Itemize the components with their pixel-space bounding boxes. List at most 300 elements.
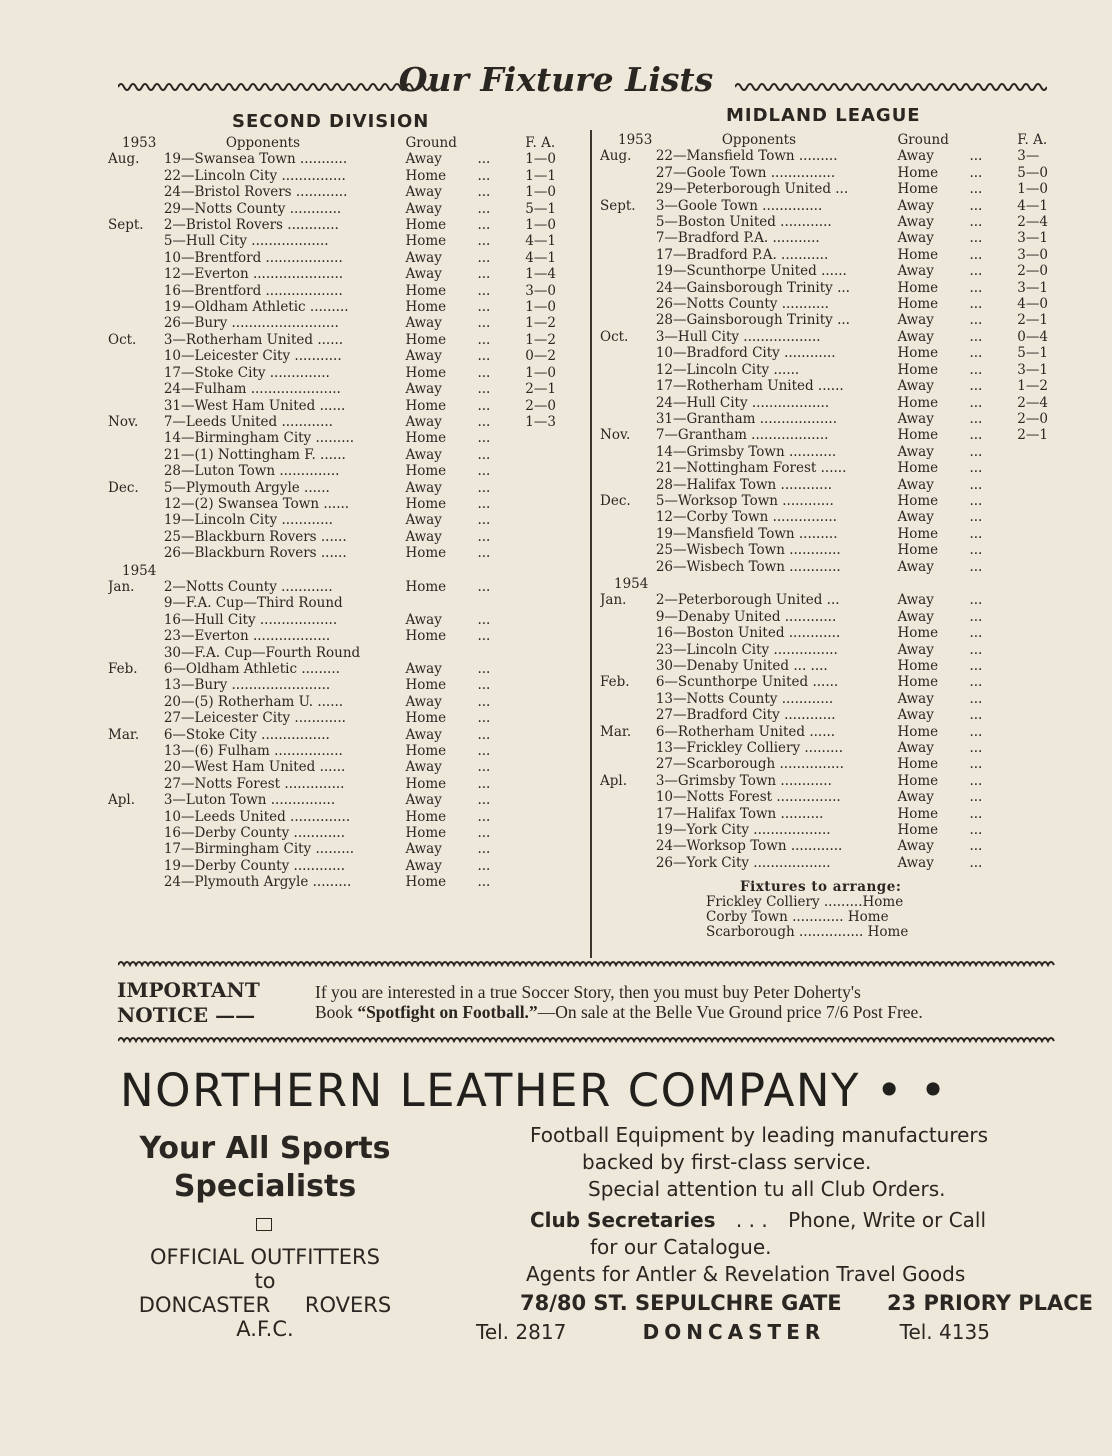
ground-cell: Home — [405, 710, 447, 727]
year-label: 1954 — [614, 575, 649, 592]
score-cell: 2—0 — [1017, 410, 1048, 427]
ground-cell: Away — [405, 611, 442, 628]
opponents-header: Opponents — [721, 132, 797, 148]
opponent-cell: 23—Lincoln City ............... — [655, 641, 838, 658]
month-cell: Jan. — [600, 592, 627, 609]
opponent-cell: 13—Frickley Colliery ......... — [655, 740, 844, 757]
ground-cell: Away — [897, 378, 934, 395]
month-cell — [108, 299, 164, 315]
dots-cell: ... — [477, 841, 491, 858]
opponent-cell: 19—Mansfield Town ......... — [655, 525, 838, 542]
ground-cell: Home — [405, 331, 447, 348]
ground-cell: Away — [405, 726, 442, 743]
dots-cell: ... — [477, 282, 491, 299]
fixture-row — [600, 559, 1065, 575]
notice-squiggle-top — [118, 958, 1058, 972]
opponent-cell: 6—Scunthorpe United ...... — [655, 674, 839, 691]
score-cell — [519, 874, 573, 890]
month-cell — [108, 858, 164, 874]
opponent-cell: 26—York City .................. — [655, 854, 831, 871]
opponent-cell: 17—Rotherham United ...... — [655, 378, 844, 395]
ground-cell: Home — [897, 296, 939, 313]
notice-text — [315, 982, 1075, 1022]
page-title: Our Fixture Lists — [398, 60, 714, 99]
opponent-cell: 10—Leicester City ........... — [163, 348, 342, 365]
score-cell: 5—1 — [1017, 345, 1048, 362]
score-cell — [1011, 822, 1065, 838]
score-cell — [519, 447, 573, 463]
ground-cell: Home — [897, 658, 939, 674]
score-cell — [1011, 642, 1065, 658]
month-cell — [600, 165, 656, 181]
ground-cell: Home — [405, 808, 447, 825]
month-cell: Feb. — [108, 661, 138, 677]
address-line: 78/80 ST. SEPULCHRE GATE 23 PRIORY PLACE — [520, 1291, 1094, 1315]
ground-header: Ground — [405, 135, 457, 151]
dots-cell: ... — [477, 348, 491, 365]
month-cell: Aug. — [108, 151, 140, 168]
opponent-cell: 19—Derby County ............ — [163, 857, 346, 874]
ground-cell: Away — [897, 509, 934, 526]
agents-line: Agents for Antler & Revelation Travel Goods — [526, 1262, 966, 1286]
fixture-row — [600, 280, 1065, 296]
fixture-row — [108, 480, 573, 496]
secretaries-line: Club Secretaries . . . Phone, Write or Call — [530, 1208, 987, 1232]
month-cell — [108, 430, 164, 446]
score-cell — [1011, 806, 1065, 822]
ground-cell: Home — [405, 233, 447, 250]
dots-cell: ... — [969, 772, 983, 789]
opponent-cell: 13—Notts County ............ — [655, 690, 834, 707]
opponent-cell: 24—Plymouth Argyle ......... — [163, 874, 352, 891]
opponent-cell: 6—Rotherham United ...... — [655, 723, 836, 740]
opponent-cell: 13—Bury ....................... — [163, 677, 331, 694]
ground-cell: Away — [405, 693, 442, 710]
dots-cell: ... — [477, 315, 491, 332]
ground-cell: Home — [405, 545, 447, 562]
ground-cell: Home — [897, 805, 939, 822]
dots-cell: ... — [969, 690, 983, 707]
dots-cell: ... — [969, 592, 983, 609]
dots-cell: ... — [477, 167, 491, 184]
score-cell: 1—0 — [525, 151, 556, 168]
opponent-cell: 14—Birmingham City ......... — [163, 430, 355, 447]
score-cell — [1011, 509, 1065, 525]
fixture-row — [600, 214, 1065, 230]
month-cell — [108, 512, 164, 528]
score-cell — [1011, 724, 1065, 740]
opponent-cell: 16—Derby County ............ — [163, 825, 346, 842]
opponent-cell: 3—Grimsby Town ............ — [655, 772, 832, 789]
month-cell — [108, 677, 164, 693]
score-cell: 3— — [1017, 148, 1040, 165]
score-cell — [1011, 444, 1065, 460]
dots-cell: ... — [477, 759, 491, 776]
fixture-row — [108, 545, 573, 561]
month-cell — [600, 378, 656, 394]
ground-cell: Away — [897, 789, 934, 806]
score-cell — [519, 480, 573, 496]
month-cell — [600, 658, 656, 674]
ground-cell: Away — [897, 592, 934, 609]
opponent-cell: 24—Bristol Rovers ............ — [163, 184, 348, 201]
ground-cell: Away — [405, 479, 442, 496]
ground-cell: Home — [405, 677, 447, 694]
fixture-row — [600, 148, 1065, 164]
score-cell: 1—2 — [1017, 378, 1048, 395]
fixture-row — [108, 645, 573, 661]
ground-cell: Home — [897, 279, 939, 296]
telephone-line: Tel. 2817 DONCASTER Tel. 4135 — [476, 1320, 990, 1344]
opponent-cell: 26—Wisbech Town ............ — [655, 558, 841, 575]
dots-cell: ... — [477, 825, 491, 842]
score-cell — [1011, 493, 1065, 509]
second-division-table — [108, 135, 573, 891]
dots-cell: ... — [969, 378, 983, 395]
opponent-cell: 5—Hull City .................. — [163, 233, 329, 250]
score-cell — [1011, 609, 1065, 625]
opponent-cell: 2—Notts County ............ — [163, 578, 333, 595]
dots-cell: ... — [477, 299, 491, 316]
ground-cell: Away — [405, 792, 442, 809]
opponent-cell: 12—Everton ..................... — [163, 266, 344, 283]
opponent-cell: 10—Notts Forest ............... — [655, 789, 841, 806]
opponent-cell: 30—Denaby United ... .... — [655, 658, 828, 674]
score-cell — [519, 579, 573, 595]
month-cell — [108, 825, 164, 841]
score-cell — [519, 825, 573, 841]
month-cell — [108, 809, 164, 825]
notice-line-2: Book “Spotfight on Football.”—On sale at the Belle Vue Ground price 7/6 Post Free. — [315, 1002, 923, 1022]
opponent-cell: 26—Bury ......................... — [163, 315, 339, 332]
dots-cell: ... — [477, 495, 491, 512]
ground-cell: Away — [897, 707, 934, 724]
ground-cell: Home — [405, 578, 447, 595]
dots-cell: ... — [969, 312, 983, 329]
dots-cell: ... — [477, 463, 491, 480]
month-cell — [108, 283, 164, 299]
ground-cell: Away — [405, 249, 442, 266]
dots-cell: ... — [969, 230, 983, 247]
score-cell: 4—1 — [525, 233, 556, 250]
month-cell — [600, 642, 656, 658]
ground-cell: Away — [897, 214, 934, 231]
dots-cell: ... — [477, 364, 491, 381]
opponents-header: Opponents — [225, 135, 301, 151]
emblem-icon — [256, 1218, 272, 1231]
dots-cell: ... — [969, 805, 983, 822]
score-cell: 3—1 — [1017, 279, 1048, 296]
dots-cell: ... — [969, 822, 983, 839]
month-cell — [600, 444, 656, 460]
fixture-row — [108, 809, 573, 825]
score-cell — [1011, 526, 1065, 542]
month-cell — [600, 789, 656, 805]
opponent-cell: 9—Denaby United ............ — [655, 608, 837, 625]
ground-cell — [405, 645, 463, 661]
dots-cell: ... — [477, 792, 491, 809]
dots-cell: ... — [477, 528, 491, 545]
score-cell — [1011, 707, 1065, 723]
second-division-heading: SECOND DIVISION — [232, 111, 430, 132]
score-cell: 2—1 — [1017, 312, 1048, 329]
opponent-cell: 27—Notts Forest .............. — [163, 775, 345, 792]
ground-cell — [405, 595, 463, 611]
arrange-item: Scarborough ............... Home — [706, 924, 909, 940]
ground-cell: Away — [897, 443, 934, 460]
month-cell — [108, 595, 164, 611]
dots-cell: ... — [969, 296, 983, 313]
opponent-cell: 6—Stoke City ................ — [163, 726, 330, 743]
dots-cell: ... — [969, 214, 983, 231]
ground-cell: Home — [897, 164, 939, 181]
fixture-row — [108, 217, 573, 233]
score-cell: 2—0 — [525, 397, 556, 414]
month-cell — [108, 841, 164, 857]
opponent-cell: 29—Peterborough United ... — [655, 181, 849, 198]
ground-cell: Away — [897, 263, 934, 280]
dots-cell: ... — [477, 200, 491, 217]
official-outfitters: OFFICIAL OUTFITTERS to DONCASTER ROVERS A.F.C. — [138, 1245, 392, 1341]
fixture-row — [108, 512, 573, 528]
score-cell: 1—2 — [525, 315, 556, 332]
ground-cell: Home — [405, 825, 447, 842]
score-cell: 0—4 — [1017, 328, 1048, 345]
arrange-item: Frickley Colliery .........Home — [706, 894, 904, 910]
dots-cell: ... — [969, 345, 983, 362]
fixture-row — [108, 365, 573, 381]
month-cell: Mar. — [108, 726, 140, 743]
fixture-row — [600, 789, 1065, 805]
opponent-cell: 22—Lincoln City ............... — [163, 167, 346, 184]
month-cell — [600, 345, 656, 361]
year-header: 1953 — [122, 135, 157, 151]
ground-cell: Home — [405, 463, 447, 480]
fixture-row — [108, 430, 573, 446]
ground-cell: Away — [405, 413, 442, 430]
score-cell — [1011, 789, 1065, 805]
ground-cell: Away — [405, 315, 442, 332]
dots-cell: ... — [969, 361, 983, 378]
dots-cell: ... — [477, 545, 491, 562]
ground-cell: Home — [897, 394, 939, 411]
score-cell — [1011, 542, 1065, 558]
month-cell — [108, 694, 164, 710]
month-cell — [108, 348, 164, 364]
ground-cell: Home — [405, 775, 447, 792]
month-cell — [600, 806, 656, 822]
opponent-cell: 16—Brentford .................. — [163, 282, 343, 299]
opponent-cell: 19—Swansea Town ........... — [163, 151, 348, 168]
ground-cell: Home — [405, 743, 447, 760]
score-cell — [519, 694, 573, 710]
ground-cell: Home — [405, 495, 447, 512]
opponent-cell: 27—Goole Town ............... — [655, 164, 836, 181]
score-cell: 1—0 — [525, 299, 556, 316]
ground-cell: Away — [405, 446, 442, 463]
month-cell — [600, 395, 656, 411]
ground-cell: Away — [405, 759, 442, 776]
fixture-row — [108, 841, 573, 857]
opponent-cell: 27—Leicester City ............ — [163, 710, 346, 727]
score-cell: 4—1 — [1017, 197, 1048, 214]
fixture-row — [108, 463, 573, 479]
opponent-cell: 21—Nottingham Forest ...... — [655, 460, 847, 477]
month-cell — [600, 247, 656, 263]
score-cell: 1—4 — [525, 266, 556, 283]
dots-cell: ... — [477, 775, 491, 792]
month-cell — [108, 447, 164, 463]
ground-cell: Away — [897, 148, 934, 165]
fixture-row — [600, 592, 1065, 608]
dots-cell: ... — [969, 263, 983, 280]
month-cell — [108, 463, 164, 479]
score-cell — [519, 612, 573, 628]
score-cell: 1—0 — [525, 184, 556, 201]
notice-squiggle-bottom — [118, 1034, 1058, 1048]
midland-league-heading: MIDLAND LEAGUE — [726, 105, 921, 126]
fixture-row — [108, 381, 573, 397]
score-cell: 2—0 — [1017, 263, 1048, 280]
fixture-row — [600, 806, 1065, 822]
year-row — [108, 562, 573, 579]
month-cell — [108, 776, 164, 792]
score-cell — [519, 463, 573, 479]
month-cell: Apl. — [108, 792, 135, 809]
dots-cell: ... — [477, 661, 491, 677]
fixture-row — [108, 743, 573, 759]
ground-cell: Away — [405, 348, 442, 365]
score-cell: 0—2 — [525, 348, 556, 365]
opponent-cell: 26—Blackburn Rovers ...... — [163, 545, 347, 562]
dots-cell: ... — [969, 443, 983, 460]
opponent-cell: 6—Oldham Athletic ......... — [163, 661, 340, 677]
dots-cell: ... — [477, 430, 491, 447]
opponent-cell: 23—Everton .................. — [163, 628, 331, 645]
year-row — [600, 575, 1065, 592]
month-cell — [600, 214, 656, 230]
score-cell — [519, 529, 573, 545]
score-cell — [519, 430, 573, 446]
dots-cell: ... — [969, 854, 983, 871]
ground-cell: Away — [405, 528, 442, 545]
score-cell: 1—0 — [1017, 181, 1048, 198]
score-cell — [519, 841, 573, 857]
opponent-cell: 25—Wisbech Town ............ — [655, 542, 841, 559]
fixture-row — [600, 427, 1065, 443]
opponent-cell: 31—Grantham .................. — [655, 410, 837, 427]
fixture-row — [600, 460, 1065, 476]
fixture-row — [600, 444, 1065, 460]
opponent-cell: 27—Scarborough ............... — [655, 756, 844, 773]
fixture-row — [600, 395, 1065, 411]
score-cell: 4—1 — [525, 249, 556, 266]
dots-cell: ... — [969, 674, 983, 691]
ground-cell: Away — [897, 230, 934, 247]
month-cell: Feb. — [600, 674, 630, 691]
fixtures-to-arrange — [706, 880, 908, 940]
ground-cell: Home — [897, 427, 939, 444]
opponent-cell: 22—Mansfield Town ......... — [655, 148, 838, 165]
score-cell — [519, 645, 573, 661]
month-cell: Sept. — [108, 217, 144, 234]
dots-cell: ... — [969, 148, 983, 165]
arrange-item: Corby Town ............ Home — [706, 909, 889, 925]
score-cell: 1—3 — [525, 413, 556, 430]
dots-cell: ... — [969, 756, 983, 773]
fixture-row — [600, 609, 1065, 625]
ground-cell: Home — [897, 772, 939, 789]
dots-cell: ... — [969, 740, 983, 757]
opponent-cell: 24—Hull City .................. — [655, 394, 830, 411]
ground-cell: Away — [897, 608, 934, 625]
notice-line-1: If you are interested in a true Soccer Story, then you must buy Peter Doherty's — [315, 982, 861, 1002]
ground-cell: Home — [897, 822, 939, 839]
opponent-cell: 27—Bradford City ............ — [655, 707, 836, 724]
opponent-cell: 3—Luton Town ............... — [163, 792, 336, 809]
fixture-row — [108, 792, 573, 808]
ground-cell: Away — [405, 512, 442, 529]
ground-cell: Home — [405, 299, 447, 316]
month-cell: Dec. — [108, 479, 139, 496]
ground-cell: Away — [405, 266, 442, 283]
month-cell — [600, 822, 656, 838]
month-cell: Jan. — [108, 578, 135, 595]
fixture-row — [108, 250, 573, 266]
ground-cell: Home — [405, 217, 447, 234]
ground-cell: Away — [897, 328, 934, 345]
fixture-row — [108, 595, 573, 611]
month-cell — [600, 460, 656, 476]
dots-cell — [463, 595, 519, 611]
ground-cell: Away — [897, 854, 934, 871]
fixture-row — [600, 707, 1065, 723]
month-cell — [600, 280, 656, 296]
fixture-row — [108, 496, 573, 512]
score-cell — [1011, 773, 1065, 789]
fixture-row — [108, 201, 573, 217]
dots-cell: ... — [477, 578, 491, 595]
fixture-row — [108, 727, 573, 743]
month-cell — [600, 542, 656, 558]
score-cell — [519, 743, 573, 759]
score-cell — [519, 858, 573, 874]
month-cell — [108, 710, 164, 726]
month-cell — [108, 184, 164, 200]
month-cell: Oct. — [108, 331, 137, 348]
opponent-cell: 3—Goole Town .............. — [655, 197, 823, 214]
opponent-cell: 9—F.A. Cup—Third Round — [163, 595, 343, 612]
opponent-cell: 2—Bristol Rovers ............ — [163, 217, 339, 234]
score-cell — [519, 628, 573, 644]
dots-cell: ... — [477, 512, 491, 529]
ground-cell: Away — [897, 197, 934, 214]
fixture-row — [108, 233, 573, 249]
title-squiggle-right — [735, 80, 1047, 94]
score-cell — [519, 727, 573, 743]
dots-cell: ... — [969, 542, 983, 559]
month-cell — [600, 756, 656, 772]
month-cell — [600, 509, 656, 525]
opponent-cell: 10—Brentford .................. — [163, 249, 343, 266]
opponent-cell: 20—(5) Rotherham U. ...... — [163, 693, 344, 710]
month-cell: Oct. — [600, 328, 629, 345]
dots-cell: ... — [969, 525, 983, 542]
midland-league-header — [600, 132, 1065, 148]
fixture-row — [600, 625, 1065, 641]
ground-cell: Away — [897, 312, 934, 329]
opponent-cell: 12—(2) Swansea Town ...... — [163, 495, 350, 512]
